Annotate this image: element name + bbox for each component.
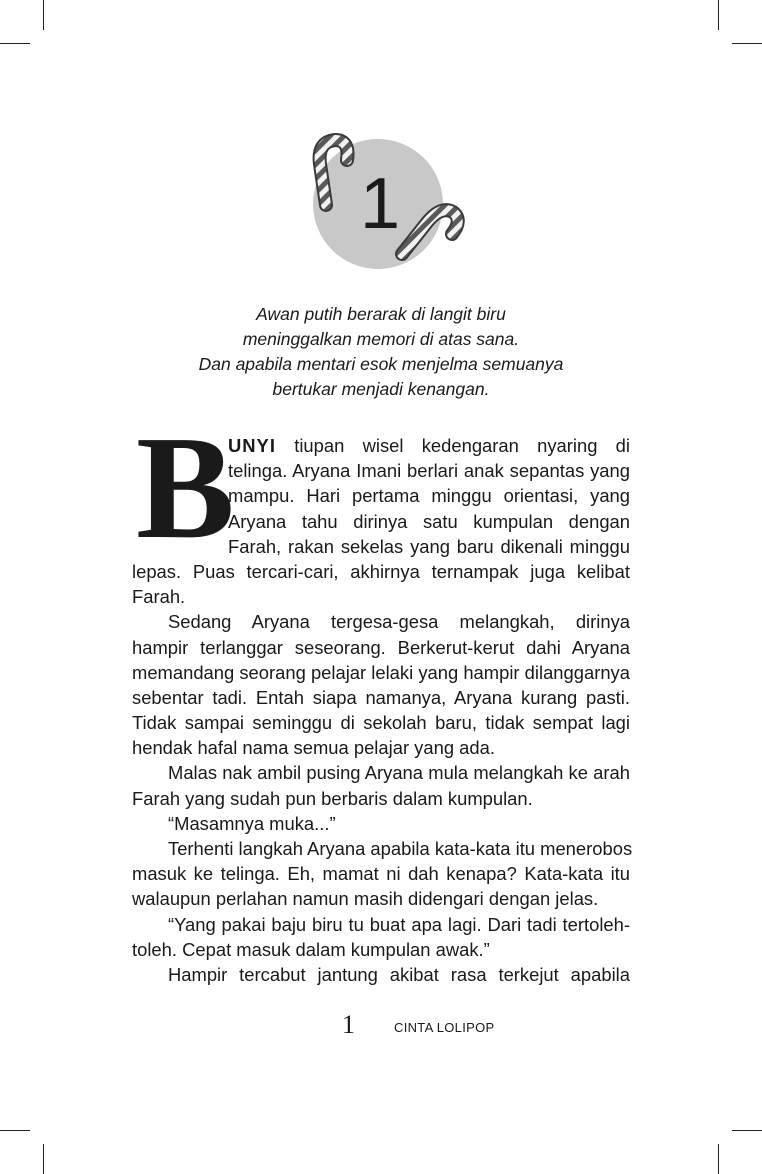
crop-mark-top-left-h (0, 43, 30, 44)
text-line: lepas. Puas tercari-cari, akhirnya ternampak juga kelibat (132, 560, 630, 582)
running-footer-title: CINTA LOLIPOP (394, 1020, 495, 1035)
text-line: mampu. Hari pertama minggu orientasi, yang (228, 485, 630, 507)
chapter-badge (290, 130, 470, 280)
text-line: hampir terlanggar seseorang. Berkerut-kerut dahi Aryana (132, 636, 630, 658)
text-line: walaupun perlahan namun masih didengari dengan jelas. (132, 888, 599, 910)
lead-word: UNYI (228, 435, 276, 456)
text-line: Aryana tahu dirinya satu kumpulan dengan (228, 510, 630, 532)
text-line: Terhenti langkah Aryana apabila kata-kata itu menerobos (168, 838, 633, 859)
crop-mark-top-right-h (732, 43, 762, 44)
text-line: Sedang Aryana tergesa-gesa melangkah, dirinya (168, 611, 630, 633)
text-line: telinga. Aryana Imani berlari anak sepantas yang (228, 460, 630, 482)
chapter-number: 1 (359, 164, 401, 244)
epigraph-line: Dan apabila mentari esok menjelma semuanya (198, 354, 564, 374)
epigraph-line: bertukar menjadi kenangan. (272, 379, 490, 399)
page-number: 1 (342, 1010, 355, 1039)
text-line: Hampir tercabut jantung akibat rasa terkejut apabila (168, 963, 630, 985)
text-line: hendak hafal nama semua pelajar yang ada. (132, 737, 495, 759)
text-line: Farah yang sudah pun berbaris dalam kumpulan. (132, 787, 533, 809)
text-line: Farah, rakan sekelas yang baru dikenali minggu (228, 535, 630, 557)
text-line: sebentar tadi. Entah siapa namanya, Aryana kurang pasti. (132, 686, 630, 708)
text-line: “Yang pakai baju biru tu buat apa lagi. Dari tadi tertoleh- (168, 913, 630, 935)
text-line: Tidak sampai seminggu di sekolah baru, tidak sempat lagi (132, 712, 630, 734)
crop-mark-bottom-left-h (0, 1130, 30, 1131)
chapter-badge-graphic (290, 130, 470, 280)
text-line: Farah. (132, 586, 186, 608)
crop-mark-bottom-right-v (718, 1144, 719, 1174)
chapter-body (132, 406, 633, 987)
epigraph-line: Awan putih berarak di langit biru (256, 304, 506, 324)
text-line: Malas nak ambil pusing Aryana mula melangkah ke arah (168, 762, 630, 784)
text-line: memandang seorang pelajar lelaki yang hampir dilanggarnya (132, 661, 630, 683)
crop-mark-bottom-right-h (732, 1130, 762, 1131)
epigraph (130, 302, 632, 402)
text-line: “Masamnya muka...” (168, 812, 336, 834)
text-line: toleh. Cepat masuk dalam kumpulan awak.” (132, 938, 490, 960)
crop-mark-bottom-left-v (43, 1144, 44, 1174)
crop-mark-top-left-v (43, 0, 44, 30)
text-line: masuk ke telinga. Eh, mamat ni dah kenapa? Kata-kata itu (132, 863, 630, 885)
text-fragment: tiupan wisel kedengaran nyaring di (275, 435, 630, 456)
crop-mark-top-right-v (718, 0, 719, 30)
drop-cap: B (136, 406, 235, 570)
epigraph-line: meninggalkan memori di atas sana. (242, 329, 520, 349)
